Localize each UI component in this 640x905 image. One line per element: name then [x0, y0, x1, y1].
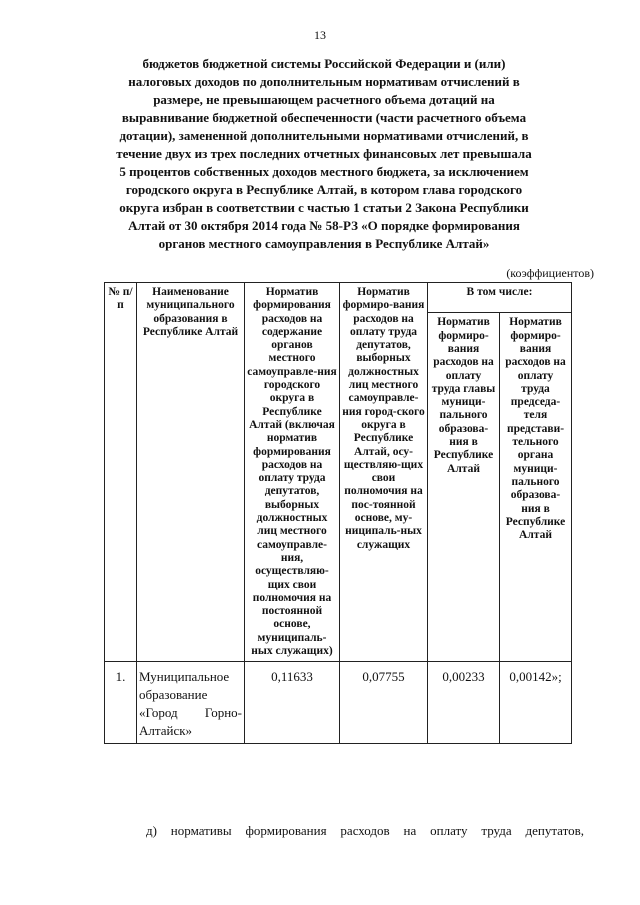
row-norm-total: 0,11633: [245, 662, 340, 744]
municipality-line: Алтайск»: [139, 723, 193, 739]
page-number: 13: [314, 28, 326, 42]
normatives-table: [104, 282, 572, 744]
body-paragraph: д) нормативы формирования расходов на оплату труда депутатов,: [146, 823, 584, 838]
row-norm-chair: 0,00142»;: [500, 662, 572, 744]
row-norm-head: 0,00233: [428, 662, 500, 744]
header-municipality: Наименование муниципального образования в Республике Алтай: [137, 283, 245, 662]
header-norm-head: Норматив формиро-вания расходов на оплату труда главы муници-пального образова-ния в Республике Алтай: [428, 313, 500, 662]
row-municipality: [137, 662, 245, 744]
header-norm-total: Норматив формирования расходов на содержание органов местного самоуправле-ния городского округа в Республике Алтай (включая норматив формирования расходов на оплату труда депутатов, выборных должностных лиц местного самоуправле-ния, осуществляю-щих свои полномочия на постоянной основе, муниципаль-ных служащих): [245, 283, 340, 662]
row-num: 1.: [105, 662, 137, 744]
table-row: [105, 662, 572, 744]
header-norm-deputies: Норматив формиро-вания расходов на оплату труда депутатов, выборных должностных лиц местного самоуправле-ния город-ского округа в Республике Алтай, осу-ществляю-щих свои полномочия на пос-тоянной основе, му-ниципаль-ных служащих: [340, 283, 428, 662]
section-heading: бюджетов бюджетной системы Российской Федерации и (или) налоговых доходов по дополнительным нормативам отчислений в размере, не превышающем расчетного объема дотаций на выравнивание бюджетной обеспеченности (части расчетного объема дотации), замененной дополнительными нормативами отчислений, в течение двух из трех последних отчетных финансовых лет превышала 5 процентов собственных доходов местного бюджета, за исключением городского округа в Республике Алтай, в котором глава городского округа избран в соответствии с частью 1 статьи 2 Закона Республики Алтай от 30 октября 2014 года № 58-РЗ «О порядке формирования органов местного самоуправления в Республике Алтай»: [116, 56, 532, 251]
header-num: № п/п: [105, 283, 137, 662]
units-note: (коэффициентов): [506, 266, 594, 280]
municipality-line: образование: [139, 687, 208, 703]
municipality-line: Муниципальное: [139, 669, 230, 685]
header-including: В том числе:: [428, 283, 572, 313]
municipality-line: «Город Горно-: [139, 705, 242, 721]
header-norm-chair: Норматив формиро-вания расходов на оплату труда председа-теля представи-тельного органа муници-пального образова-ния в Республике Алтай: [500, 313, 572, 662]
table-header-row: [105, 283, 572, 313]
row-norm-deputies: 0,07755: [340, 662, 428, 744]
